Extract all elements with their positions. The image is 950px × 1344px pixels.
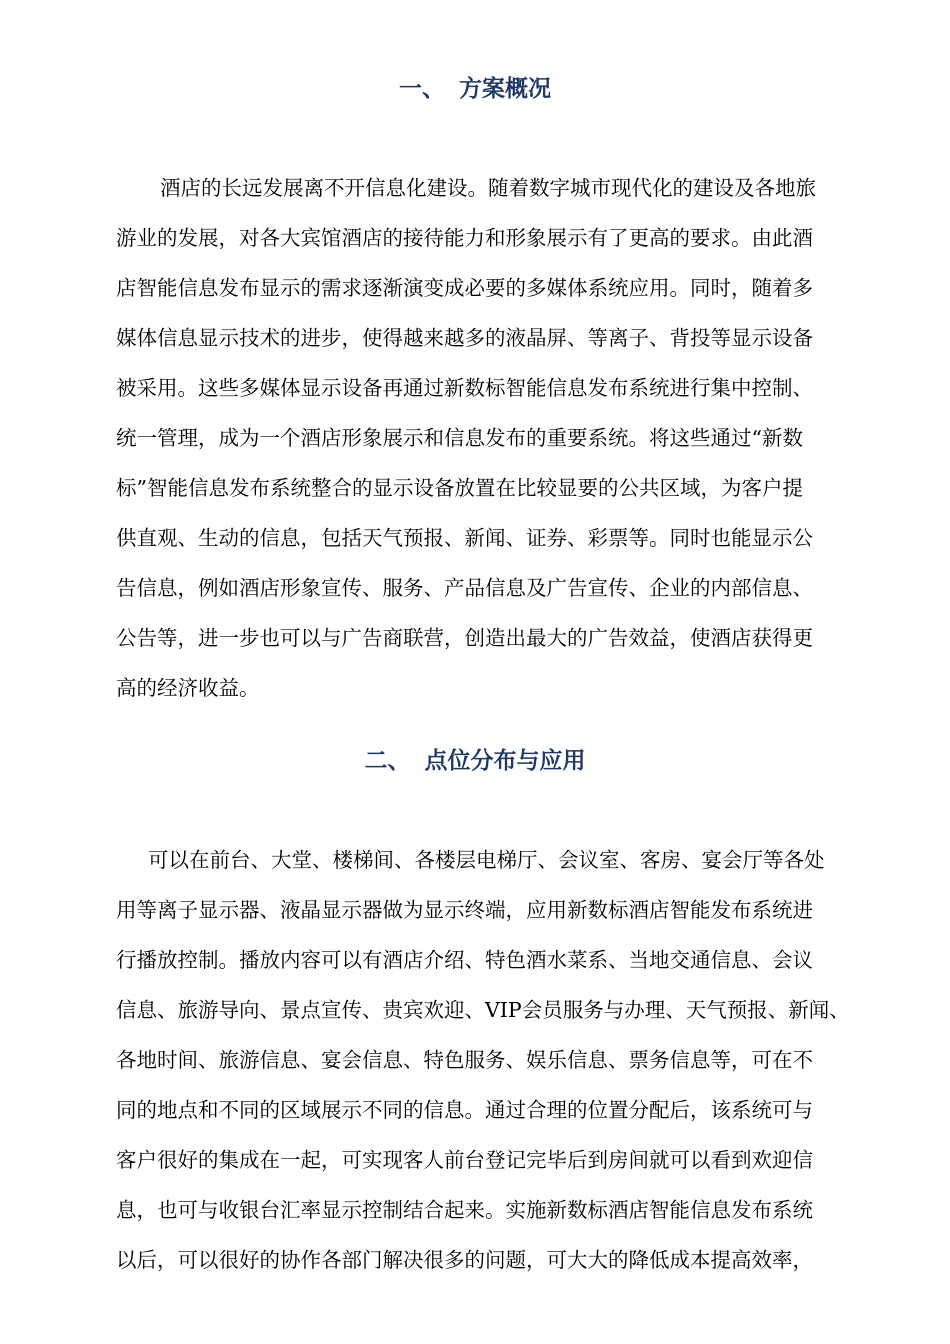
section-number-2: 二、 xyxy=(364,747,411,774)
paragraph-line: 媒体信息显示技术的进步，使得越来越多的液晶屏、等离子、背投等显示设备 xyxy=(116,326,813,350)
paragraph-line: 游业的发展，对各大宾馆酒店的接待能力和形象展示有了更高的要求。由此酒 xyxy=(116,226,813,250)
section-2-paragraph xyxy=(116,835,906,1285)
section-heading-1 xyxy=(0,74,950,104)
paragraph-line: 息，也可与收银台汇率显示控制结合起来。实施新数标酒店智能信息发布系统 xyxy=(116,1198,813,1222)
section-number-1: 一、 xyxy=(399,75,445,102)
paragraph-line: 供直观、生动的信息，包括天气预报、新闻、证券、彩票等。同时也能显示公 xyxy=(116,526,813,550)
paragraph-line: 统一管理，成为一个酒店形象展示和信息发布的重要系统。将这些通过“新数 xyxy=(116,426,803,450)
paragraph-line: 信息、旅游导向、景点宣传、贵宾欢迎、VIP会员服务与办理、天气预报、新闻、 xyxy=(116,998,850,1022)
paragraph-line: 高的经济收益。 xyxy=(116,676,260,700)
paragraph-line: 同的地点和不同的区域展示不同的信息。通过合理的位置分配后，该系统可与 xyxy=(116,1098,813,1122)
section-title-2: 点位分布与应用 xyxy=(424,747,586,774)
section-1-paragraph xyxy=(116,163,906,713)
paragraph-line: 告信息，例如酒店形象宣传、服务、产品信息及广告宣传、企业的内部信息、 xyxy=(116,576,813,600)
paragraph-line: 酒店的长远发展离不开信息化建设。随着数字城市现代化的建设及各地旅 xyxy=(160,176,816,200)
paragraph-line: 店智能信息发布显示的需求逐渐演变成必要的多媒体系统应用。同时，随着多 xyxy=(116,276,813,300)
paragraph-line: 公告等，进一步也可以与广告商联营，创造出最大的广告效益，使酒店获得更 xyxy=(116,626,813,650)
paragraph-line: 标”智能信息发布系统整合的显示设备放置在比较显要的公共区域，为客户提 xyxy=(116,476,803,500)
section-title-1: 方案概况 xyxy=(459,75,551,102)
paragraph-line: 可以在前台、大堂、楼梯间、各楼层电梯厅、会议室、客房、宴会厅等各处 xyxy=(148,848,825,872)
paragraph-line: 以后，可以很好的协作各部门解决很多的问题，可大大的降低成本提高效率， xyxy=(116,1248,813,1272)
paragraph-line: 被采用。这些多媒体显示设备再通过新数标智能信息发布系统进行集中控制、 xyxy=(116,376,813,400)
paragraph-line: 用等离子显示器、液晶显示器做为显示终端，应用新数标酒店智能发布系统进 xyxy=(116,898,813,922)
paragraph-line: 行播放控制。播放内容可以有酒店介绍、特色酒水菜系、当地交通信息、会议 xyxy=(116,948,813,972)
section-heading-2 xyxy=(0,746,950,776)
paragraph-line: 各地时间、旅游信息、宴会信息、特色服务、娱乐信息、票务信息等，可在不 xyxy=(116,1048,813,1072)
paragraph-line: 客户很好的集成在一起，可实现客人前台登记完毕后到房间就可以看到欢迎信 xyxy=(116,1148,813,1172)
